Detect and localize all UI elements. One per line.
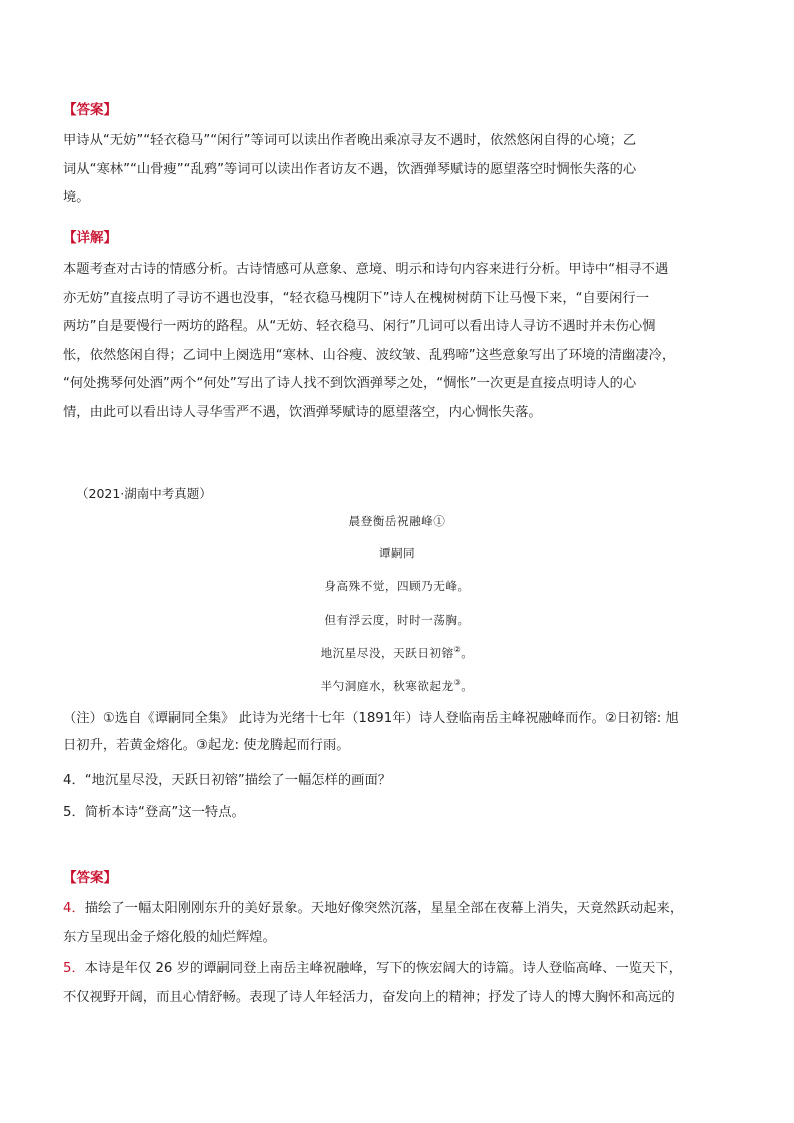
question-4: 4．“地沉星尽没，天跃日初镕”描绘了一幅怎样的画面？ [63, 773, 392, 788]
answer-paragraph [63, 127, 739, 213]
poem-line-text: 身高殊不觉，四顾乃无峰。 [324, 579, 470, 593]
answer-text: 本诗是年仅 26 岁的谭嗣同登上南岳主峰祝融峰，写下的恢宏阔大的诗篇。诗人登临高峰、一览天下， [84, 961, 682, 976]
poem-line [0, 578, 794, 594]
answer-number: 5． [63, 961, 85, 976]
answer-line: 词从“寒林”“山骨瘦”“乱鸦”等词可以读出作者访友不遇，饮酒弹琴赋诗的愿望落空时惆怅失落的心 [63, 161, 637, 177]
poem-line-text: 但有浮云度，时时一荡胸。 [324, 613, 470, 627]
poem-line [0, 645, 794, 661]
answer-line [63, 955, 739, 984]
poem-line [0, 612, 794, 628]
answer-line: 甲诗从“无妨”“轻衣稳马”“闲行”等词可以读出作者晚出乘凉寻友不遇时，依然悠闲自得的心境；乙 [63, 133, 637, 148]
poem-line-text: 半勺洞庭水，秋寒欲起龙 [320, 679, 454, 693]
poem-line-text: 地沉星尽没，天跃日初镕 [320, 646, 454, 660]
detail-line: “何处携琴何处酒”两个“何处”写出了诗人找不到饮酒弹琴之处，“惆怅”一次更是直接点明诗人的心 [63, 376, 637, 391]
note-line: 日初升，若黄金熔化。③起龙: 使龙腾起而行雨。 [63, 738, 350, 753]
poem-line-tail: 。 [461, 679, 474, 693]
detail-line: 两坊”自是要慢行一两坊的路程。从“无妨、轻衣稳马、闲行”几词可以看出诗人寻访不遇时并未伤心惆 [63, 319, 656, 334]
answer-number: 4． [63, 901, 85, 916]
answer-4-paragraph [63, 895, 739, 952]
poem-title [0, 513, 794, 529]
answer-label: 【答案】 [63, 102, 117, 118]
footnote-mark: ③ [453, 678, 462, 688]
answer-text: 描绘了一幅太阳刚刚东升的美好景象。天地好像突然沉落，星星全部在夜幕上消失，天竟然跃动起来， [84, 901, 684, 916]
detail-line: 情，由此可以看出诗人寻华雪严不遇，饮酒弹琴赋诗的愿望落空，内心惆怅失落。 [63, 404, 542, 420]
footnote-mark: ① [433, 514, 446, 528]
detail-paragraph [63, 256, 739, 427]
detail-line: 本题考查对古诗的情感分析。古诗情感可从意象、意境、明示和诗句内容来进行分析。甲诗中“相寻不遇 [63, 262, 669, 277]
question-source: （2021·湖南中考真题） [76, 486, 212, 501]
poem-notes [63, 705, 743, 759]
question-5: 5．简析本诗“登高”这一特点。 [63, 805, 245, 820]
footnote-mark: ② [453, 645, 462, 655]
poem-line-tail: 。 [461, 646, 474, 660]
poem-title-text: 晨登衡岳祝融峰 [348, 514, 434, 528]
answer-line [63, 895, 739, 924]
note-line: （注）①选自《谭嗣同全集》 此诗为光绪十七年（1891年）诗人登临南岳主峰祝融峰而作。②日初镕: 旭 [63, 711, 679, 726]
poem-line [0, 678, 794, 694]
answer-line: 东方呈现出金子熔化般的灿烂辉煌。 [63, 929, 276, 945]
answer-5-paragraph [63, 955, 739, 1012]
detail-line: 怅，依然悠闲自得；乙词中上阕选用“寒林、山谷瘦、波纹皱、乱鸦啼”这些意象写出了环境的清幽凄冷， [63, 347, 676, 363]
answer-label-2: 【答案】 [63, 870, 117, 886]
answer-line: 境。 [63, 190, 90, 205]
detail-label: 【详解】 [63, 230, 117, 246]
answer-line: 不仅视野开阔，而且心情舒畅。表现了诗人年轻活力，奋发向上的精神；抒发了诗人的博大胸怀和高远的 [63, 989, 675, 1005]
poem-author: 谭嗣同 [378, 546, 416, 560]
detail-line: 亦无妨”直接点明了寻访不遇也没事，“轻衣稳马槐阴下”诗人在槐树树荫下让马慢下来，“自要闲行一 [63, 290, 650, 306]
